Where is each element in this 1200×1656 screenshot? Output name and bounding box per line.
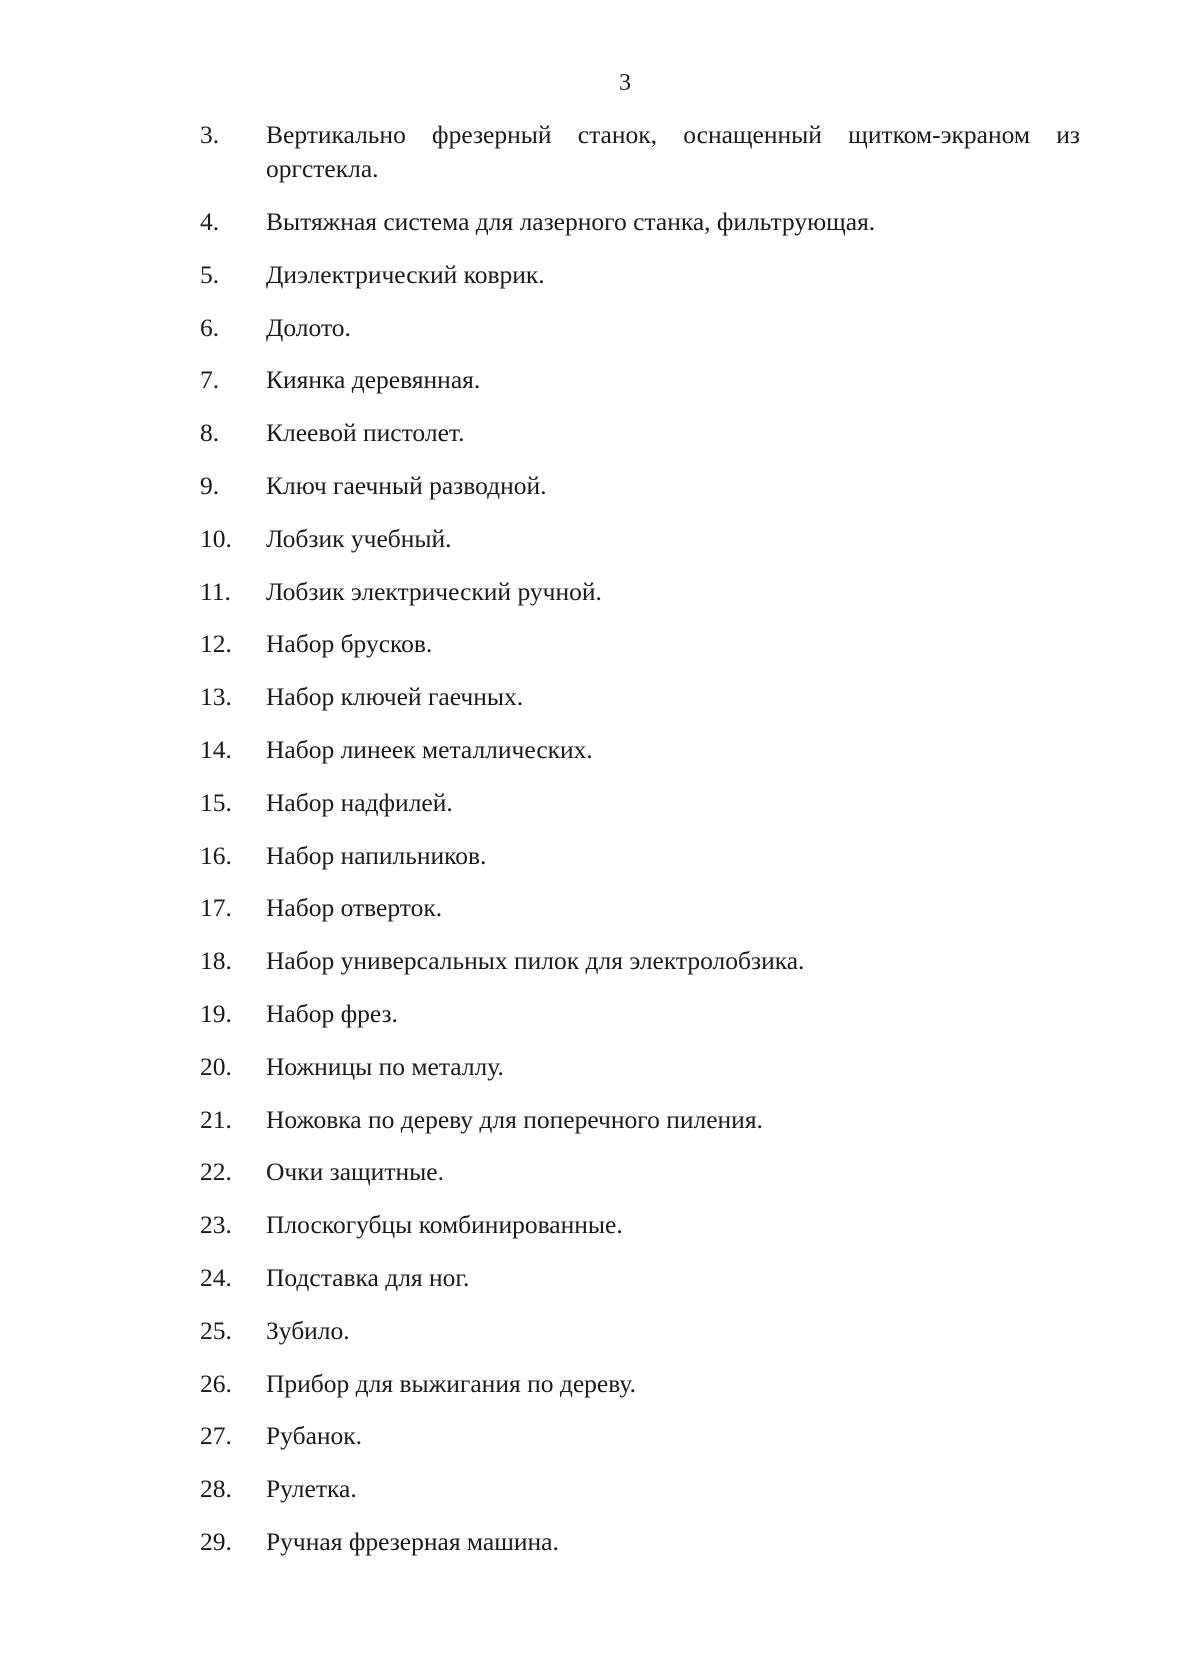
item-text: Плоскогубцы комбинированные. [266, 1210, 623, 1240]
list-item [200, 118, 1080, 186]
item-number: 8. [200, 418, 220, 448]
item-number: 19. [200, 998, 232, 1028]
item-text: Клеевой пистолет. [266, 418, 465, 448]
list-item [200, 839, 1080, 873]
item-text: Очки защитные. [266, 1157, 444, 1187]
item-text: Ножовка по дереву для поперечного пиления. [266, 1104, 763, 1134]
list-item [200, 1314, 1080, 1348]
item-text: Лобзик учебный. [266, 523, 452, 553]
list-item [200, 1261, 1080, 1295]
list-item [200, 258, 1080, 292]
item-number: 18. [200, 946, 232, 976]
list-item [200, 363, 1080, 397]
equipment-list [200, 118, 1080, 1578]
item-text: Долото. [266, 312, 351, 342]
item-number: 16. [200, 840, 232, 870]
list-item [200, 891, 1080, 925]
item-text: Зубило. [266, 1315, 350, 1345]
list-item [200, 733, 1080, 767]
item-number: 4. [200, 207, 220, 236]
item-number: 17. [200, 893, 232, 923]
item-text: Набор отверток. [266, 893, 443, 923]
item-text: Подставка для ног. [266, 1262, 470, 1292]
list-item [200, 575, 1080, 609]
item-number: 9. [200, 470, 220, 500]
item-number: 12. [200, 629, 232, 659]
item-number: 14. [200, 734, 232, 764]
item-text: Набор напильников. [266, 840, 487, 870]
item-number: 13. [200, 682, 232, 712]
item-text: Набор линеек металлических. [266, 734, 593, 764]
list-item [200, 997, 1080, 1031]
item-number: 23. [200, 1210, 232, 1240]
item-text: Киянка деревянная. [266, 365, 481, 395]
list-item [200, 522, 1080, 556]
list-item [200, 1525, 1080, 1559]
item-number: 27. [200, 1421, 232, 1451]
list-item [200, 205, 1080, 239]
list-item [200, 1472, 1080, 1506]
item-number: 3. [200, 120, 220, 149]
item-text: Набор универсальных пилок для электролобзика. [266, 946, 805, 976]
list-item [200, 1367, 1080, 1401]
item-text: Набор брусков. [266, 629, 433, 659]
list-item [200, 1050, 1080, 1084]
item-number: 15. [200, 787, 232, 817]
item-number: 6. [200, 312, 220, 342]
item-text: Прибор для выжигания по дереву. [266, 1368, 636, 1398]
item-number: 28. [200, 1474, 232, 1504]
item-number: 29. [200, 1526, 232, 1556]
list-item [200, 1419, 1080, 1453]
list-item [200, 786, 1080, 820]
list-item [200, 627, 1080, 661]
item-text: Набор фрез. [266, 998, 398, 1028]
item-text: Вытяжная система для лазерного станка, фильтрующая. [266, 207, 876, 236]
item-text: Набор ключей гаечных. [266, 682, 524, 712]
list-item [200, 311, 1080, 345]
item-number: 10. [200, 523, 232, 553]
list-item [200, 1103, 1080, 1137]
list-item [200, 944, 1080, 978]
list-item [200, 469, 1080, 503]
list-item [200, 1208, 1080, 1242]
item-text: Рубанок. [266, 1421, 363, 1451]
item-text: Лобзик электрический ручной. [266, 576, 602, 606]
item-number: 21. [200, 1104, 232, 1134]
item-number: 5. [200, 259, 220, 289]
item-text: Вертикально фрезерный станок, оснащенный щитком-экраном из оргстекла. [266, 120, 1080, 183]
item-text: Рулетка. [266, 1474, 357, 1504]
item-number: 20. [200, 1051, 232, 1081]
item-number: 7. [200, 365, 220, 395]
item-text: Ножницы по металлу. [266, 1051, 504, 1081]
item-number: 24. [200, 1262, 232, 1292]
item-text: Ключ гаечный разводной. [266, 470, 547, 500]
list-item [200, 1155, 1080, 1189]
list-item [200, 416, 1080, 450]
item-text: Диэлектрический коврик. [266, 259, 545, 289]
page-number: 3 [619, 70, 631, 96]
item-number: 22. [200, 1157, 232, 1187]
item-number: 11. [200, 576, 231, 606]
list-item [200, 680, 1080, 714]
item-text: Набор надфилей. [266, 787, 453, 817]
item-number: 25. [200, 1315, 232, 1345]
item-text: Ручная фрезерная машина. [266, 1526, 559, 1556]
item-number: 26. [200, 1368, 232, 1398]
